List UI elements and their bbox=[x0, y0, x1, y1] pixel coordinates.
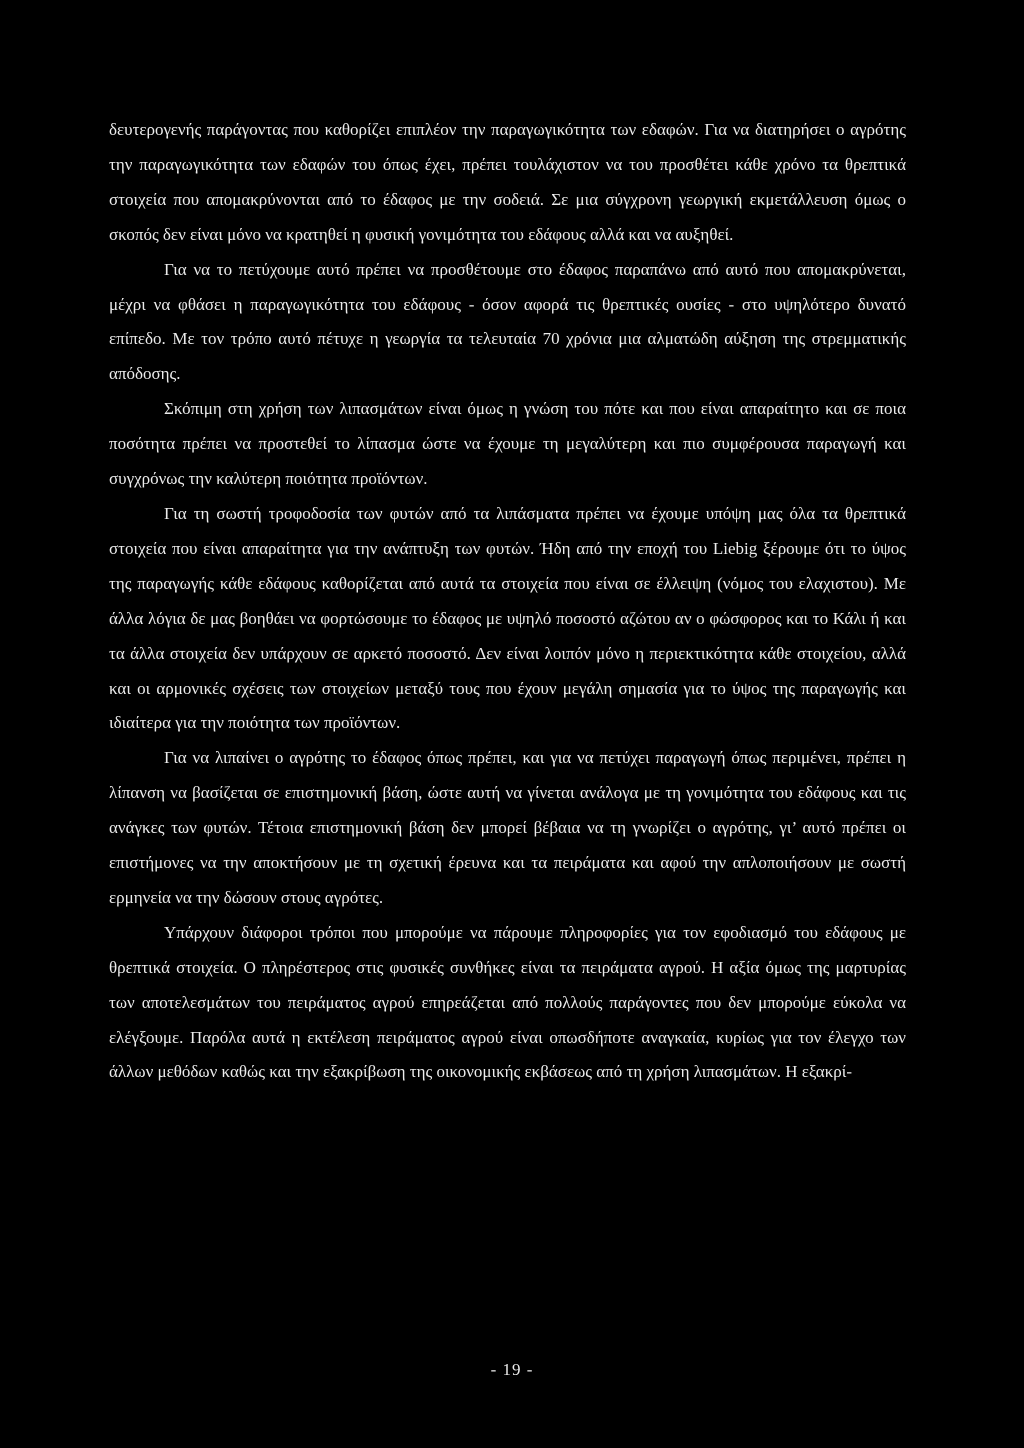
page-number: - 19 - bbox=[490, 1360, 534, 1379]
body-text bbox=[109, 113, 906, 1090]
paragraph-5: Για να λιπαίνει ο αγρότης το έδαφος όπως πρέπει, και για να πετύχει παραγωγή όπως περιμένει, πρέπει η λίπανση να βασίζεται σε επιστημονική βάση, ώστε αυτή να γίνεται ανάλογα με τη γονιμότητα του εδάφους και τις ανάγκες των φυτών. Τέτοια επιστημονική βάση δεν μπορεί βέβαια να τη γνωρίζει ο αγρότης, γι’ αυτό πρέπει οι επιστήμονες να την αποκτήσουν με τη σχετική έρευνα και τα πειράματα και αφού την απλοποιήσουν με σωστή ερμηνεία να την δώσουν στους αγρότες. bbox=[109, 748, 906, 907]
paragraph-4: Για τη σωστή τροφοδοσία των φυτών από τα λιπάσματα πρέπει να έχουμε υπόψη μας όλα τα θρεπτικά στοιχεία που είναι απαραίτητα για την ανάπτυξη των φυτών. Ήδη από την εποχή του Liebig ξέρουμε ότι το ύψος της παραγωγής κάθε εδάφους καθορίζεται από αυτά τα στοιχεία που είναι σε έλλειψη (νόμος του ελαχιστου). Με άλλα λόγια δε μας βοηθάει να φορτώσουμε το έδαφος με υψηλό ποσοστό αζώτου αν ο φώσφορος και το Κάλι ή και τα άλλα στοιχεία δεν υπάρχουν σε αρκετό ποσοστό. Δεν είναι λοιπόν μόνο η περιεκτικότητα κάθε στοιχείου, αλλά και οι αρμονικές σχέσεις των στοιχείων μεταξύ τους που έχουν μεγάλη σημασία για το ύψος της παραγωγής και ιδιαίτερα για την ποιότητα των προϊόντων. bbox=[109, 503, 906, 733]
paragraph-1: δευτερογενής παράγοντας που καθορίζει επιπλέον την παραγωγικότητα των εδαφών. Για να διατηρήσει ο αγρότης την παραγωγικότητα των εδαφών του όπως έχει, πρέπει τουλάχιστον να του προσθέτει κάθε χρόνο τα θρεπτικά στοιχεία που απομακρύνονται από το έδαφος με την σοδειά. Σε μια σύγχρονη γεωργική εκμετάλλευση όμως ο σκοπός δεν είναι μόνο να κρατηθεί η φυσική γονιμότητα του εδάφους αλλά και να αυξηθεί. bbox=[109, 120, 906, 244]
paragraph-3: Σκόπιμη στη χρήση των λιπασμάτων είναι όμως η γνώση του πότε και που είναι απαραίτητο και σε ποια ποσότητα πρέπει να προστεθεί το λίπασμα ώστε να έχουμε τη μεγαλύτερη και πιο συμφέρουσα παραγωγή και συγχρόνως την καλύτερη ποιότητα προϊόντων. bbox=[109, 399, 906, 489]
paragraph-6: Υπάρχουν διάφοροι τρόποι που μπορούμε να πάρουμε πληροφορίες για τον εφοδιασμό του εδάφους με θρεπτικά στοιχεία. Ο πληρέστερος στις φυσικές συνθήκες είναι τα πειράματα αγρού. Η αξία όμως της μαρτυρίας των αποτελεσμάτων του πειράματος αγρού επηρεάζεται από πολλούς παράγοντες που δεν μπορούμε εύκολα να ελέγξουμε. Παρόλα αυτά η εκτέλεση πειράματος αγρού είναι οπωσδήποτε αναγκαία, κυρίως για τον έλεγχο των άλλων μεθόδων καθώς και την εξακρίβωση της οικονομικής εκβάσεως από τη χρήση λιπασμάτων. Η εξακρί- bbox=[109, 922, 906, 1082]
paragraph-2: Για να το πετύχουμε αυτό πρέπει να προσθέτουμε στο έδαφος παραπάνω από αυτό που απομακρύνεται, μέχρι να φθάσει η παραγωγικότητα του εδάφους - όσον αφορά τις θρεπτικές ουσίες - στο υψηλότερο δυνατό επίπεδο. Με τον τρόπο αυτό πέτυχε η γεωργία τα τελευταία 70 χρόνια μια αλματώδη αύξηση της στρεμματικής απόδοσης. bbox=[109, 259, 906, 384]
